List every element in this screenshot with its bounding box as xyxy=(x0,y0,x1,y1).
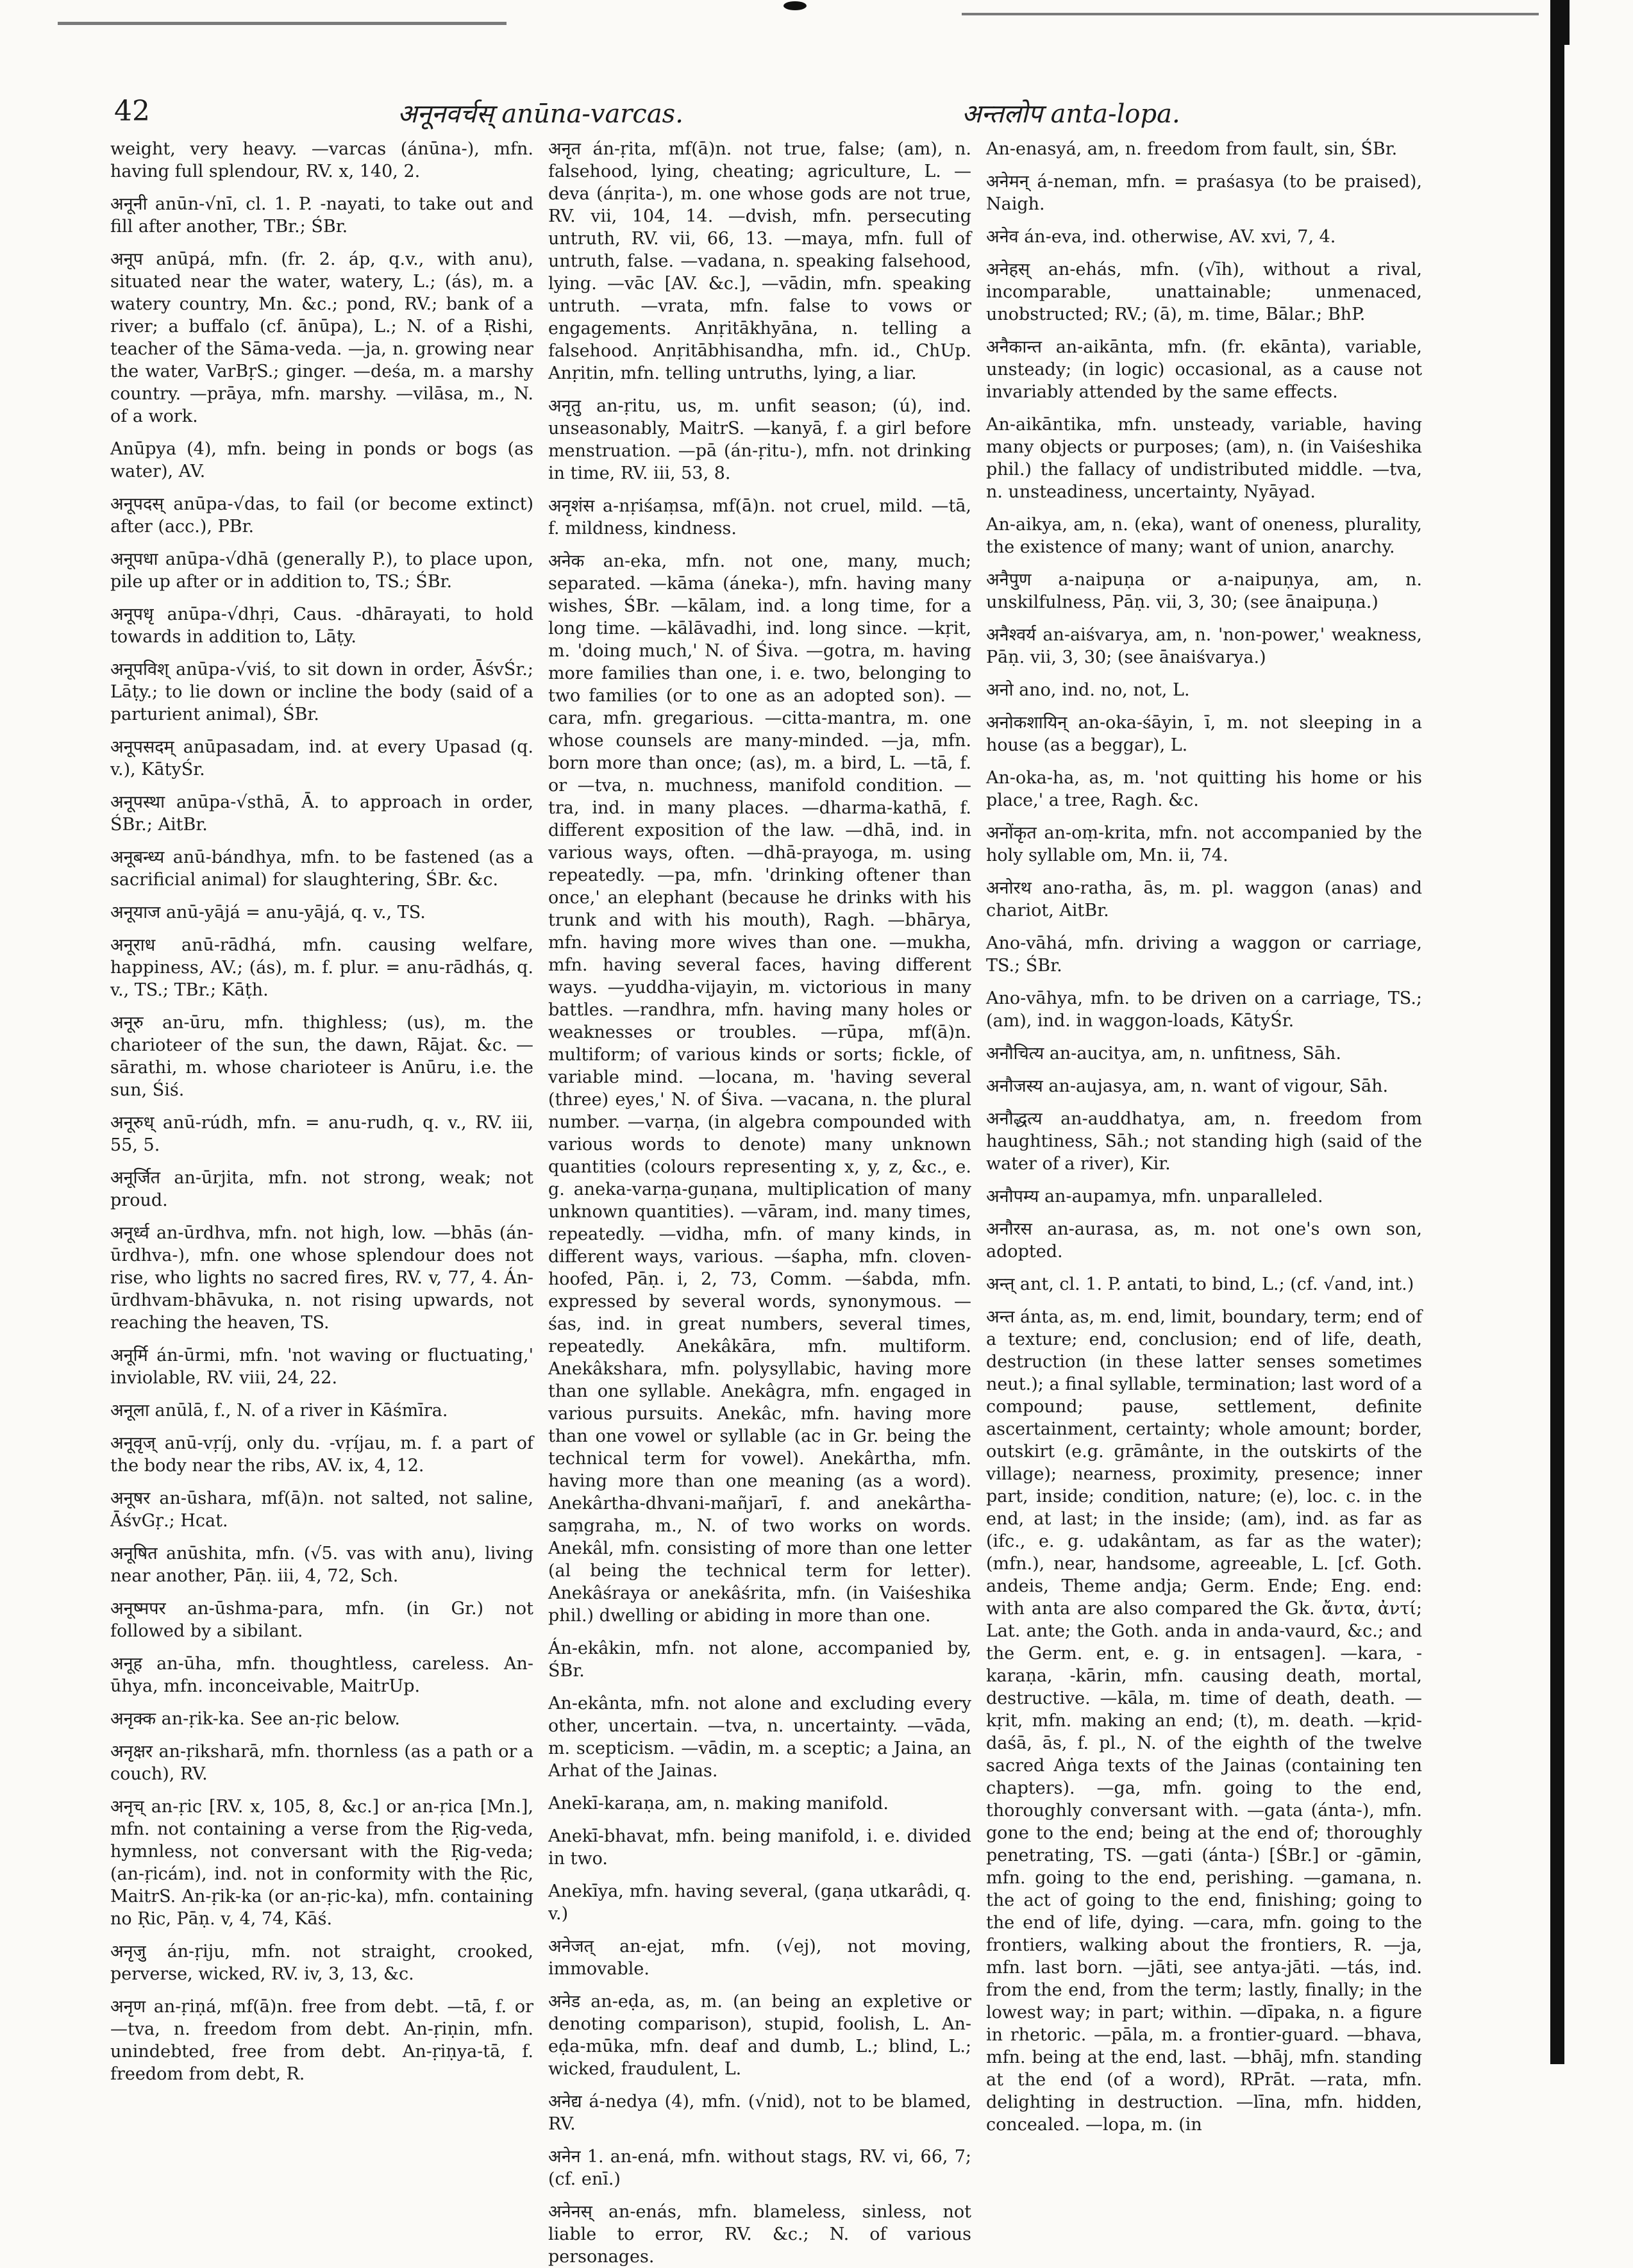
dictionary-entry: अन्त ánta, as, m. end, limit, boundary, term; end of a texture; end, conclusion; end of life, death, destruction (in these latter senses sometimes neut.); a final syllable, termination; last word of a compound; pause, settlement, definite ascertainment, certainty; whole amount; border, outskirt (e.g. grāmânte, in the outskirts of the village); nearness, proximity, presence; inner part, inside; condition, nature; (e), loc. c. in the end, at last; in the inside; (am), ind. as far as (ifc., e. g. udakântam, as far as the water); (mfn.), near, handsome, agreeable, L. [cf. Goth. andeis, Theme andja; Germ. Ende; Eng. end: with anta are also compared the Gk. ἄντα, ἀντί; Lat. ante; the Goth. anda in anda-vaurd, &c.; and the Germ. ent, e. g. in entsagen]. —kara, -karaṇa, -kārin, mfn. causing death, mortal, destructive. —kāla, m. time of death, death. —kṛit, mfn. making an end; (t), m. death. —kṛid-daśā, ās, f. pl., N. of the eighth of the twelve sacred Aṅga texts of the Jainas (containing ten chapters). —ga, mfn. going to the end, thoroughly conversant with. —gata (ánta-), mfn. gone to the end; being at the end of; thoroughly penetrating, TS. —gati (ánta-) [ŚBr.] or -gāmin, mfn. going to the end, perishing. —gamana, n. the act of going to the end, finishing; going to the end of life, dying. —cara, mfn. going to the frontiers, walking about the frontiers, R. —ja, mfn. last born. —jāti, see antya-jāti. —tás, ind. from the end, from the term; lastly, finally; in the lowest way; in part; within. —dīpaka, n. a figure in rhetoric. —pāla, m. a frontier-guard. —bhava, mfn. being at the end, last. —bhāj, mfn. standing at the end (of a word), RPrāt. —rata, mfn. delighting in destruction. —līna, mfn. hidden, concealed. —lopa, m. (in xyxy=(986,1307,1422,2135)
dictionary-entry: अनौचित्य an-aucitya, am, n. unfitness, Sāh. xyxy=(986,1044,1341,1063)
dictionary-entry: weight, very heavy. —varcas (ánūna-), mfn. having full splendour, RV. x, 140, 2. xyxy=(110,139,533,181)
dictionary-entry: Anekī-bhavat, mfn. being manifold, i. e. divided in two. xyxy=(548,1826,971,1869)
dictionary-entry: अनोकशायिन् an-oka-śāyin, ī, m. not sleeping in a house (as a beggar), L. xyxy=(986,713,1422,755)
page-number: 42 xyxy=(114,95,150,128)
dictionary-entry: अनूला anūlā, f., N. of a river in Kāśmīra. xyxy=(110,1401,448,1421)
dictionary-entry: अनृक्षर an-ṛiksharā, mfn. thornless (as a path or a couch), RV. xyxy=(110,1742,533,1784)
dictionary-entry: अनूपसदम् anūpasadam, ind. at every Upasad (q. v.), KātyŚr. xyxy=(110,737,533,780)
dictionary-entry: अनूह an-ūha, mfn. thoughtless, careless. An-ūhya, mfn. inconceivable, MaitrUp. xyxy=(110,1654,533,1696)
dictionary-entry: अनैश्वर्य an-aiśvarya, am, n. 'non-power,' weakness, Pāṇ. vii, 3, 30; (see ānaiśvarya.) xyxy=(986,625,1422,667)
dictionary-entry: अनूराध anū-rādhá, mfn. causing welfare, happiness, AV.; (ás), m. f. plur. = anu-rādhás, q. v., TS.; TBr.; Kāṭh. xyxy=(110,935,533,1000)
column-3 xyxy=(986,138,1422,2135)
page-header xyxy=(0,90,1633,135)
dictionary-entry: Ano-vāhá, mfn. driving a waggon or carriage, TS.; ŚBr. xyxy=(986,933,1422,976)
dictionary-entry: अनूरुध् anū-rúdh, mfn. = anu-rudh, q. v., RV. iii, 55, 5. xyxy=(110,1113,533,1155)
dictionary-entry: अनूयाज anū-yājá = anu-yājá, q. v., TS. xyxy=(110,903,426,922)
dictionary-entry: अनूवृज् anū-vṛíj, only du. -vṛíjau, m. f. a part of the body near the ribs, AV. ix, 4, 12. xyxy=(110,1433,533,1476)
dictionary-entry: Án-ekâkin, mfn. not alone, accompanied by, ŚBr. xyxy=(548,1638,971,1681)
dictionary-entry: अनूर्मि án-ūrmi, mfn. 'not waving or fluctuating,' inviolable, RV. viii, 24, 22. xyxy=(110,1346,533,1388)
scan-top-edge xyxy=(0,0,1633,45)
dictionary-entry: अनौपम्य an-aupamya, mfn. unparalleled. xyxy=(986,1187,1323,1206)
dictionary-entry: अनूप anūpá, mfn. (fr. 2. áp, q.v., with anu), situated near the water, watery, L.; (ás), m. a watery country, Mn. &c.; pond, RV.; bank of a river; a buffalo (cf. ānūpa), L.; N. of a Ṛishi, teacher of the Sāma-veda. —ja, n. growing near the water, VarBṛS.; ginger. —deśa, m. a marshy country. —prāya, mfn. marshy. —vilāsa, m., N. of a work. xyxy=(110,249,533,426)
dictionary-entry: An-oka-ha, as, m. 'not quitting his home or his place,' a tree, Ragh. &c. xyxy=(986,768,1422,810)
dictionary-entry: An-aikāntika, mfn. unsteady, variable, having many objects or purposes; (am), n. (in Vaiśeshika phil.) the fallacy of undistributed middle. —tva, n. unsteadiness, uncertainty, Nyāyad. xyxy=(986,415,1422,502)
dictionary-entry: Ano-vāhya, mfn. to be driven on a carriage, TS.; (am), ind. in waggon-loads, KātyŚr. xyxy=(986,988,1422,1031)
column-1 xyxy=(110,138,533,2099)
dictionary-entry: Anekīya, mfn. having several, (gaṇa utkarâdi, q. v.) xyxy=(548,1881,971,1924)
dictionary-entry: अन्त् ant, cl. 1. P. antati, to bind, L.; (cf. √and, int.) xyxy=(986,1274,1414,1294)
scan-mark xyxy=(783,1,807,10)
column-2 xyxy=(548,138,971,2267)
dictionary-entry: Anūpya (4), mfn. being in ponds or bogs (as water), AV. xyxy=(110,439,533,481)
dictionary-entry: अनूपस्था anūpa-√sthā, Ā. to approach in order, ŚBr.; AitBr. xyxy=(110,792,533,835)
dictionary-entry: अनेहस् an-ehás, mfn. (√īh), without a rival, incomparable, unattainable; unmenaced, unobstructed; RV.; (ā), m. time, Bālar.; BhP. xyxy=(986,260,1422,324)
dictionary-entry: अनैकान्त an-aikānta, mfn. (fr. ekānta), variable, unsteady; (in logic) occasional, as a cause not invariably attended by the same effects. xyxy=(986,337,1422,402)
dictionary-entry: अनूपधा anūpa-√dhā (generally P.), to place upon, pile up after or in addition to, TS.; ŚBr. xyxy=(110,549,533,592)
dictionary-entry: अनृच् an-ṛic [RV. x, 105, 8, &c.] or an-ṛica [Mn.], mfn. not containing a verse from the Ṛig-veda, hymnless, not conversant with the Ṛig-veda; (an-ṛicám), ind. not in conformity with the Ṛic, MaitrS. An-ṛik-ka (or an-ṛic-ka), mfn. containing no Ṛic, Pāṇ. v, 4, 74, Kāś. xyxy=(110,1797,533,1929)
dictionary-entry: अनैपुण a-naipuṇa or a-naipuṇya, am, n. unskilfulness, Pāṇ. vii, 3, 30; (see ānaipuṇa.) xyxy=(986,570,1422,612)
dictionary-entry: An-aikya, am, n. (eka), want of oneness, plurality, the existence of many; want of union, anarchy. xyxy=(986,515,1422,557)
dictionary-entry: अनेन 1. an-ená, mfn. without stags, RV. vi, 66, 7; (cf. enī.) xyxy=(548,2147,971,2189)
dictionary-entry: अनौद्धत्य an-auddhatya, am, n. freedom from haughtiness, Sāh.; not standing high (said of the water of a river), Kir. xyxy=(986,1109,1422,1174)
dictionary-entry: अनूनी anūn-√nī, cl. 1. P. -nayati, to take out and fill after another, TBr.; ŚBr. xyxy=(110,194,533,237)
dictionary-entry: अनेड an-eḍa, as, m. (an being an expletive or denoting comparison), stupid, foolish, L. An-eḍa-mūka, mfn. deaf and dumb, L.; blind, L.; wicked, fraudulent, L. xyxy=(548,1992,971,2079)
dictionary-entry: An-enasyá, am, n. freedom from fault, sin, ŚBr. xyxy=(986,139,1398,159)
dictionary-entry: अनूपधृ anūpa-√dhṛi, Caus. -dhārayati, to hold towards in addition to, Lāṭy. xyxy=(110,605,533,647)
dictionary-entry: अनेनस् an-enás, mfn. blameless, sinless, not liable to error, RV. &c.; N. of various personages. xyxy=(548,2202,971,2267)
dictionary-entry: अनौजस्य an-aujasya, am, n. want of vigour, Sāh. xyxy=(986,1076,1389,1096)
left-running-head: अनूनवर्चस् anūna-varcas. xyxy=(398,99,683,129)
dictionary-entry: Anekī-karaṇa, am, n. making manifold. xyxy=(548,1794,889,1814)
dictionary-entry: अनृतु an-ṛitu, us, m. unfit season; (ú), ind. unseasonably, MaitrS. —kanyā, f. a girl before menstruation. —pā (án-ṛitu-), mfn. not drinking in time, RV. iii, 53, 8. xyxy=(548,396,971,483)
dictionary-entry: अनौरस an-aurasa, as, m. not one's own son, adopted. xyxy=(986,1219,1422,1262)
scan-edge xyxy=(1550,0,1570,45)
dictionary-entry: अनूपदस् anūpa-√das, to fail (or become extinct) after (acc.), PBr. xyxy=(110,494,533,537)
dictionary-entry: अनेजत् an-ejat, mfn. (√ej), not moving, immovable. xyxy=(548,1937,971,1979)
dictionary-entry: अनेमन् á-neman, mfn. = praśasya (to be praised), Naigh. xyxy=(986,172,1422,214)
dictionary-entry: अनेव án-eva, ind. otherwise, AV. xvi, 7, 4. xyxy=(986,227,1336,247)
dictionary-entry: अनूपविश् anūpa-√viś, to sit down in order, ĀśvŚr.; Lāṭy.; to lie down or incline the body (said of a parturient animal), ŚBr. xyxy=(110,660,533,724)
dictionary-entry: अनूष्मपर an-ūshma-para, mfn. (in Gr.) not followed by a sibilant. xyxy=(110,1599,533,1641)
right-page-edge xyxy=(1550,45,1564,2064)
dictionary-entry: अनोंकृत an-oṃ-krita, mfn. not accompanied by the holy syllable om, Mn. ii, 74. xyxy=(986,823,1422,865)
dictionary-entry: अनेक an-eka, mfn. not one, many, much; separated. —kāma (áneka-), mfn. having many wishes, ŚBr. —kālam, ind. a long time, for a long time. —kālāvadhi, ind. long since. —kṛit, m. 'doing much,' N. of Śiva. —gotra, m. having more families than one, i. e. two, belonging to two families (or to one as an adopted son). —cara, mfn. gregarious. —citta-mantra, m. one whose counsels are many-minded. —ja, mfn. born more than once; (as), m. a bird, L. —tā, f. or —tva, n. muchness, manifold condition. —tra, ind. in many places. —dharma-kathā, f. different exposition of the law. —dhā, ind. in various ways, often. —dhā-prayoga, m. using repeatedly. —pa, mfn. 'drinking oftener than once,' an elephant (because he drinks with his trunk and with his mouth), Ragh. —bhārya, mfn. having more wives than one. —mukha, mfn. having several faces, having different ways. —yuddha-vijayin, m. victorious in many battles. —randhra, mfn. having many holes or weaknesses or troubles. —rūpa, mf(ā)n. multiform; of various kinds or sorts; fickle, of variable mind. —locana, m. 'having several (three) eyes,' N. of Śiva. —vacana, n. the plural number. —varṇa, (in algebra compounded with various words to denote) many unknown quantities (colours representing x, y, z, &c., e. g. aneka-varṇa-guṇana, multiplication of many unknown quantities). —vāram, ind. many times, repeatedly. —vidha, mfn. of many kinds, in different ways, various. —śapha, mfn. cloven-hoofed, Pāṇ. i, 2, 73, Comm. —śabda, mfn. expressed by several words, synonymous. —śas, ind. in great numbers, several times, repeatedly. Anekâkāra, mfn. multiform. Anekâkshara, mfn. polysyllabic, having more than one syllable. Anekâgra, mfn. engaged in various pursuits. Anekâc, mfn. having more than one vowel or syllable (ac in Gr. being the technical term for vowel). Anekârtha, mfn. having more than one meaning (as a word). Anekârtha-dhvani-mañjarī, f. and anekârtha-saṃgraha, m., N. of two works on words. Anekâl, mfn. consisting of more than one letter (al being the technical term for letter). Anekâśraya or anekâśrita, mfn. (in Vaiśeshika phil.) dwelling or abiding in more than one. xyxy=(548,551,971,1626)
dictionary-entry: अनृशंस a-nṛiśaṃsa, mf(ā)n. not cruel, mild. —tā, f. mildness, kindness. xyxy=(548,496,971,538)
dictionary-entry: अनेद्य á-nedya (4), mfn. (√nid), not to be blamed, RV. xyxy=(548,2092,971,2134)
dictionary-entry: अनृजु án-ṛiju, mfn. not straight, crooked, perverse, wicked, RV. iv, 3, 13, &c. xyxy=(110,1942,533,1984)
right-running-head: अन्तलोप anta-lopa. xyxy=(962,99,1180,129)
dictionary-entry: अनूबन्ध्य anū-bándhya, mfn. to be fastened (as a sacrificial animal) for slaughtering, ŚBr. &c. xyxy=(110,847,533,890)
dictionary-entry: अनूरु an-ūru, mfn. thighless; (us), m. the charioteer of the sun, the dawn, Rājat. &c. —sārathi, m. whose charioteer is Anūru, i.e. the sun, Śiś. xyxy=(110,1013,533,1100)
dictionary-entry: अनृत án-ṛita, mf(ā)n. not true, false; (am), n. falsehood, lying, cheating; agriculture, L. —deva (ánṛita-), m. one whose gods are not true, RV. vii, 104, 14. —dvish, mfn. persecuting untruth, RV. vii, 66, 13. —maya, mfn. full of untruth, false. —vadana, n. speaking falsehood, lying. —vāc [AV. &c.], —vādin, mfn. speaking untruth. —vrata, mfn. false to vows or engagements. Anṛitākhyāna, n. telling a falsehood. Anṛitābhisandha, mfn. id., ChUp. Anṛitin, mfn. telling untruths, lying, a liar. xyxy=(548,139,971,383)
dictionary-entry: अनूर्ध्व an-ūrdhva, mfn. not high, low. —bhās (án-ūrdhva-), mfn. one whose splendour does not rise, who lights no sacred fires, RV. v, 77, 4. Án-ūrdhvam-bhāvuka, n. not rising upwards, not reaching the heaven, TS. xyxy=(110,1223,533,1333)
dictionary-entry: An-ekânta, mfn. not alone and excluding every other, uncertain. —tva, n. uncertainty. —vāda, m. scepticism. —vādin, m. a sceptic; a Jaina, an Arhat of the Jainas. xyxy=(548,1694,971,1781)
dictionary-entry: अनोरथ ano-ratha, ās, m. pl. waggon (anas) and chariot, AitBr. xyxy=(986,878,1422,921)
dictionary-entry: अनृक्क an-ṛik-ka. See an-ṛic below. xyxy=(110,1709,400,1729)
dictionary-entry: अनृण an-ṛiṇá, mf(ā)n. free from debt. —tā, f. or —tva, n. freedom from debt. An-ṛiṇin, mfn. unindebted, free from debt. An-ṛiṇya-tā, f. freedom from debt, R. xyxy=(110,1997,533,2084)
dictionary-entry: अनूषित anūshita, mfn. (√5. vas with anu), living near another, Pāṇ. iii, 4, 72, Sch. xyxy=(110,1544,533,1586)
dictionary-entry: अनो ano, ind. no, not, L. xyxy=(986,680,1190,700)
dictionary-entry: अनूषर an-ūshara, mf(ā)n. not salted, not saline, ĀśvGṛ.; Hcat. xyxy=(110,1488,533,1531)
dictionary-entry: अनूर्जित an-ūrjita, mfn. not strong, weak; not proud. xyxy=(110,1168,533,1210)
